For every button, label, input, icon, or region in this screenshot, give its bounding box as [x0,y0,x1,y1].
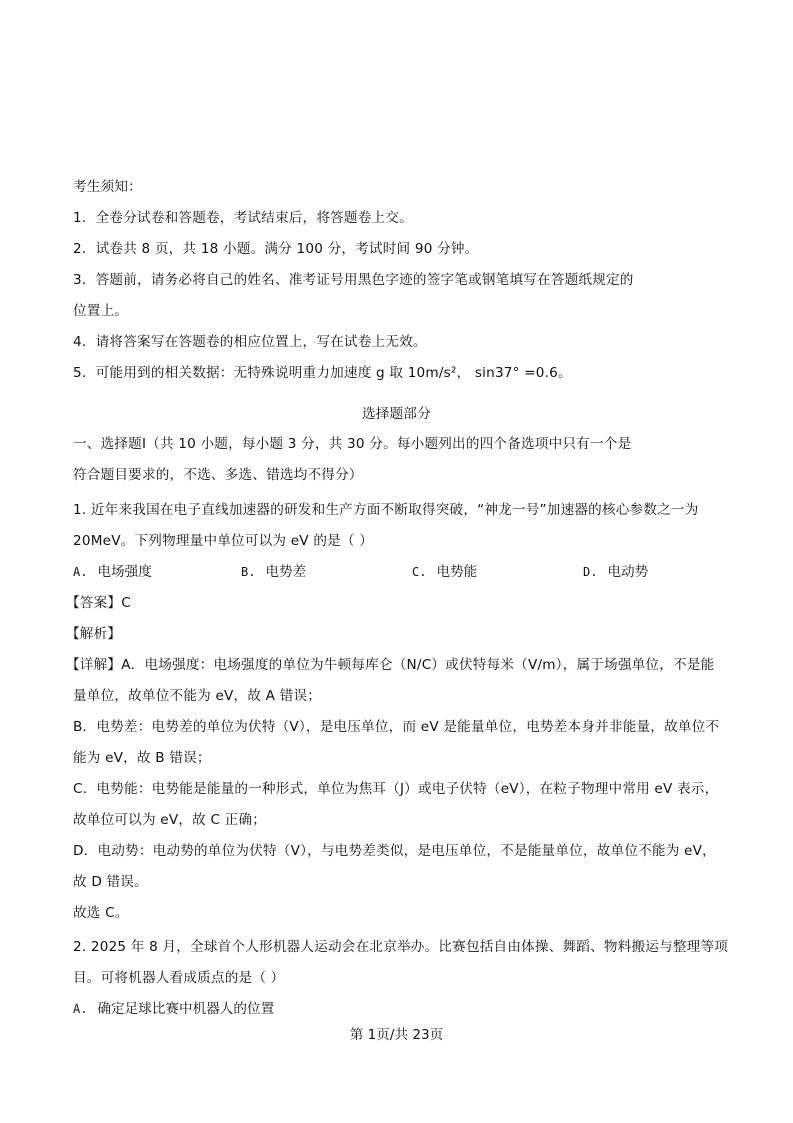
q1-stem-line1: 1. 近年来我国在电子直线加速器的研发和生产方面不断取得突破，“神龙一号”加速器的核心参数之一为 [73,502,699,518]
q1-answer [66,594,131,612]
page-number: 第 1页/共 23页 [349,1027,444,1043]
option-letter: D. [583,565,598,579]
q1-analysis-tag: 【解析】 [66,626,122,642]
notice-item-1: 1．全卷分试卷和答题卷，考试结束后，将答题卷上交。 [73,210,413,226]
section-heading-line1: 一、选择题Ⅰ（共 10 小题，每小题 3 分，共 30 分。每小题列出的四个备选项中只有一个是 [73,436,632,452]
notice-item-5: 5．可能用到的相关数据：无特殊说明重力加速度 g 取 10m/s²， sin37° =0.6。 [73,365,572,381]
answer-value: C [121,595,131,611]
option-letter: B. [241,565,256,579]
notice-item-2: 2．试卷共 8 页，共 18 小题。满分 100 分，考试时间 90 分钟。 [73,241,479,257]
option-letter: A. [73,1002,88,1016]
section-heading-line2: 符合题目要求的，不选、多选、错选均不得分） [73,467,363,483]
q1-option-a [73,563,152,581]
q1-explanation-line4: 能为 eV，故 B 错误； [73,750,211,766]
q1-explanation-line2: 量单位，故单位不能为 eV，故 A 错误； [73,688,322,704]
q1-option-b [241,563,306,581]
notice-item-3: 3．答题前，请务必将自己的姓名、准考证号用黑色字迹的签字笔或钢笔填写在答题纸规定的 [73,272,634,288]
explanation-text: A．电场强度：电场强度的单位为牛顿每库仑（N/C）或伏特每米（V/m），属于场强单位，不是能 [121,657,715,673]
q1-explanation-line3: B．电势差：电势差的单位为伏特（V），是电压单位，而 eV 是能量单位，电势差本身并非能量，故单位不 [73,719,720,735]
q1-explanation-line1 [66,656,714,674]
option-text: 电动势 [607,564,649,580]
option-text: 电势差 [265,564,307,580]
answer-tag: 【答案】 [66,595,122,611]
notice-item-4: 4．请将答案写在答题卷的相应位置上，写在试卷上无效。 [73,334,427,350]
option-letter: C. [412,565,427,579]
q2-stem-line1: 2. 2025 年 8 月，全球首个人形机器人运动会在北京举办。比赛包括自由体操、舞蹈、物料搬运与整理等项 [73,939,729,955]
notice-title: 考生须知： [73,179,142,195]
detail-tag: 【详解】 [66,657,122,673]
q1-explanation-line5: C．电势能：电势能是能量的一种形式，单位为焦耳（J）或电子伏特（eV），在粒子物理中常用 eV 表示， [73,781,719,797]
option-letter: A. [73,565,88,579]
q1-explanation-line9: 故选 C。 [73,905,129,921]
q1-explanation-line6: 故单位可以为 eV，故 C 正确； [73,812,267,828]
q1-option-d [583,563,648,581]
option-text: 确定足球比赛中机器人的位置 [97,1001,275,1017]
option-text: 电势能 [436,564,478,580]
section-title: 选择题部分 [362,406,431,422]
q1-explanation-line8: 故 D 错误。 [73,874,148,890]
q1-stem-line2: 20MeV。下列物理量中单位可以为 eV 的是（ ） [73,533,374,549]
option-text: 电场强度 [97,564,152,580]
q2-stem-line2: 目。可将机器人看成质点的是（ ） [73,970,285,986]
q1-explanation-line7: D．电动势：电动势的单位为伏特（V），与电势差类似，是电压单位，不是能量单位，故单位不能为 eV， [73,843,716,859]
notice-item-3-cont: 位置上。 [73,303,129,319]
q2-option-a [73,1000,274,1018]
q1-option-c [412,563,477,581]
